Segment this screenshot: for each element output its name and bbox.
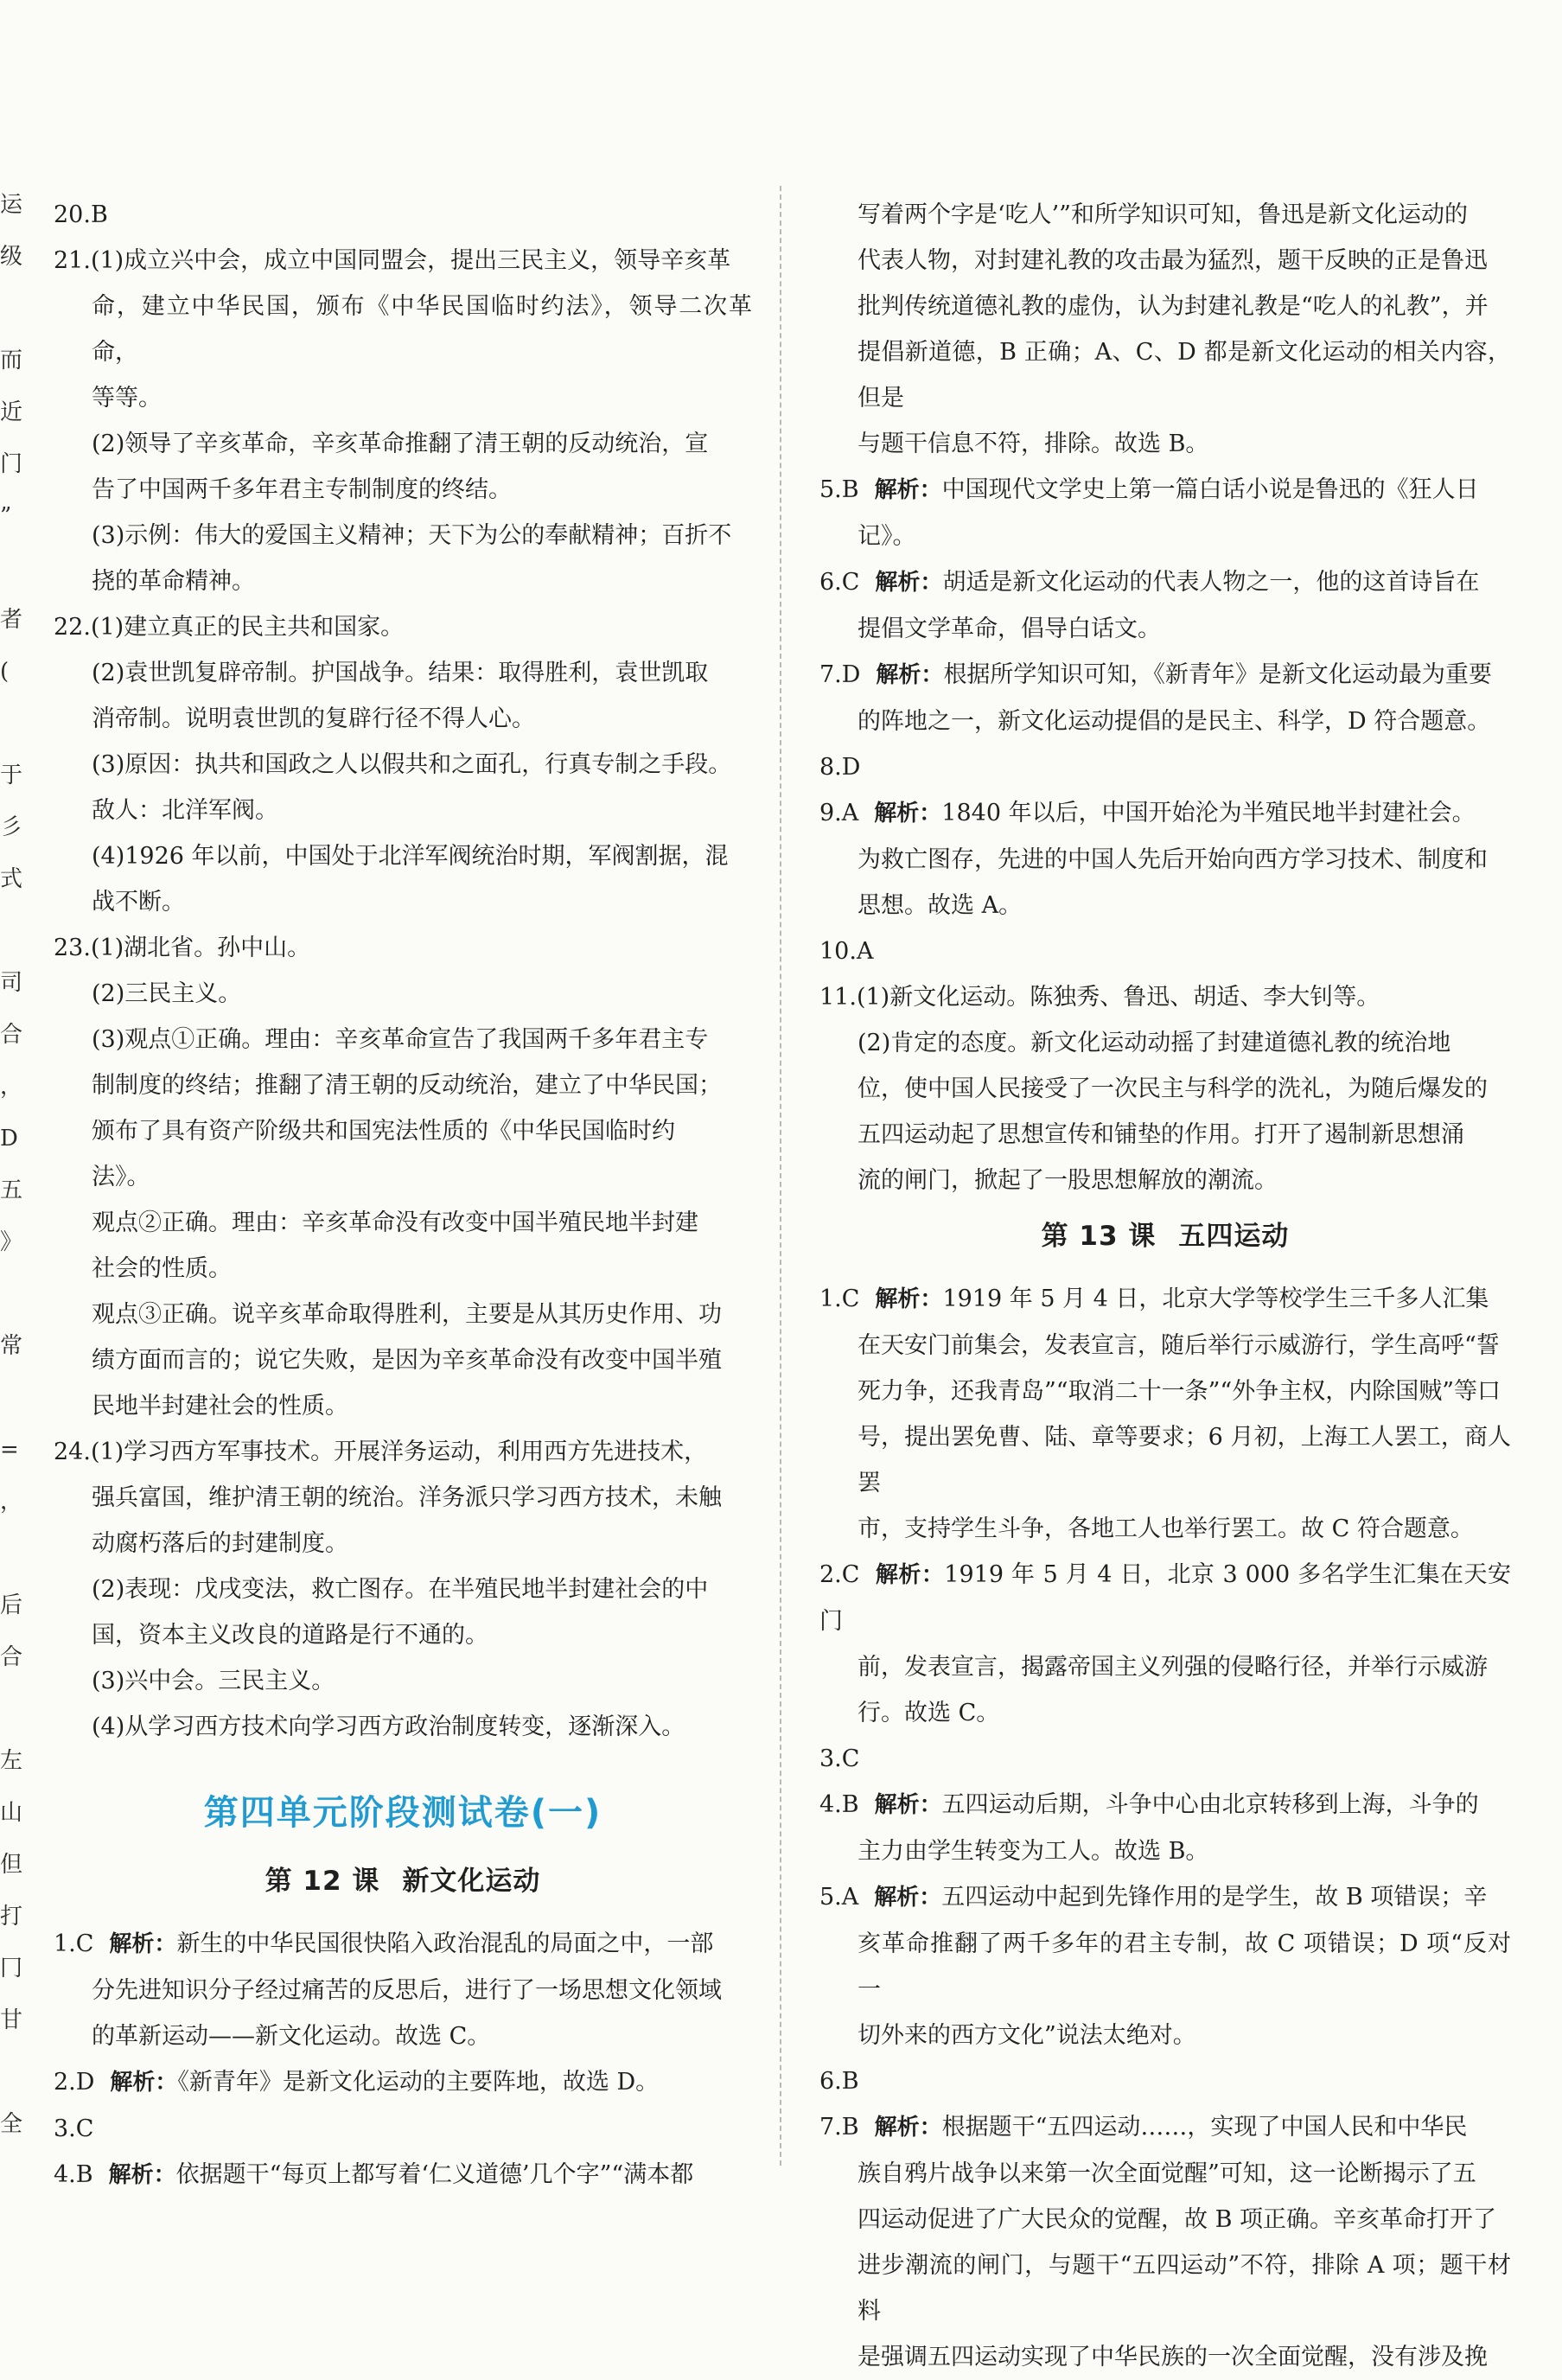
answer-line: 国，资本主义改良的道路是行不通的。 xyxy=(92,1622,488,1649)
lesson-12-name: 新文化运动 xyxy=(402,1866,541,1897)
answer-text: 五四运动中起到先锋作用的是学生，故 B 项错误；辛 xyxy=(941,1884,1488,1911)
answer-line xyxy=(819,837,1511,883)
answer-line: 24.(1)学习西方军事技术。开展洋务运动，利用西方先进技术， xyxy=(54,1439,708,1465)
answer-line xyxy=(819,514,1511,559)
analysis-tag: 解析： xyxy=(875,1286,943,1312)
answer-line: 动腐朽落后的封建制度。 xyxy=(92,1530,348,1557)
answer-text: 前，发表宣言，揭露帝国主义列强的侵略行径，并举行示威游 xyxy=(858,1654,1488,1681)
question-number: 2.D xyxy=(54,2069,95,2096)
answer-line: 22.(1)建立真正的民主共和国家。 xyxy=(54,614,405,641)
left-column xyxy=(54,192,752,2198)
answer-text: 提倡新道德，B 正确；A、C、D 都是新文化运动的相关内容，但是 xyxy=(858,339,1511,412)
answer-line: (4)1926 年以前，中国处于北洋军阀统治时期，军阀割据，混 xyxy=(92,843,729,870)
answer-line xyxy=(819,2243,1511,2334)
answer-line xyxy=(819,2151,1511,2197)
answer-item xyxy=(819,652,1511,744)
answer-line: 消帝制。说明袁世凯的复辟行径不得人心。 xyxy=(92,705,535,732)
answer-line: 战不断。 xyxy=(92,889,185,916)
answer-text: 1919 年 5 月 4 日，北京大学等校学生三千多人汇集 xyxy=(942,1286,1489,1312)
edge-char: 后 xyxy=(0,1592,23,1618)
answer-line xyxy=(54,2013,752,2059)
analysis-tag: 解析： xyxy=(874,2115,942,2141)
edge-char: 合 xyxy=(0,1644,23,1670)
edge-char: 者 xyxy=(0,607,23,633)
answer-line xyxy=(819,1066,1511,1112)
answer-text: 思想。故选 A。 xyxy=(858,892,1023,919)
question-number: 8.D xyxy=(819,754,861,781)
edge-char: 运 xyxy=(0,192,23,218)
answer-line: 敌人：北洋军阀。 xyxy=(92,797,278,824)
answer-item xyxy=(819,1782,1511,1874)
answer-line: 观点②正确。理由：辛亥革命没有改变中国半殖民地半封建 xyxy=(92,1209,698,1236)
answer-line: 20.B xyxy=(54,201,108,228)
answer-item xyxy=(54,1200,752,1292)
answer-text: 族自鸦片战争以来第一次全面觉醒”可知，这一论断揭示了五 xyxy=(858,2160,1476,2187)
answer-text: 胡适是新文化运动的代表人物之一，他的这首诗旨在 xyxy=(942,569,1480,596)
answer-text: 在天安门前集会，发表宣言，随后举行示威游行，学生高呼“誓 xyxy=(858,1332,1500,1359)
answer-text: 中国现代文学史上第一篇白话小说是鲁迅的《狂人日 xyxy=(941,476,1479,503)
question-number: 6.C xyxy=(819,569,860,596)
edge-char: 左 xyxy=(0,1748,23,1774)
answer-line xyxy=(54,1968,752,2013)
edge-char: 司 xyxy=(0,970,23,996)
right-answers xyxy=(819,192,1511,1203)
answer-line: 强兵富国，维护清王朝的统治。洋务派只学习西方技术，未触 xyxy=(92,1484,722,1511)
answer-text: 四运动促进了广大民众的觉醒，故 B 项正确。辛亥革命打开了 xyxy=(858,2206,1497,2233)
answer-item xyxy=(54,971,752,1017)
answer-line xyxy=(54,1921,752,1968)
answer-line: 21.(1)成立兴中会，成立中国同盟会，提出三民主义，领导辛亥革 xyxy=(54,247,731,274)
answer-line xyxy=(819,2013,1511,2058)
lesson-13-name: 五四运动 xyxy=(1178,1221,1290,1252)
answer-line: 等等。 xyxy=(92,385,162,412)
answer-text: 主力由学生转变为工人。故选 B。 xyxy=(858,1838,1209,1865)
answer-item xyxy=(54,2106,752,2152)
analysis-tag: 解析： xyxy=(875,570,943,596)
edge-char: ， xyxy=(0,1074,23,1100)
analysis-tag: 解析： xyxy=(110,2070,178,2096)
answer-line: 23.(1)湖北省。孙中山。 xyxy=(54,935,311,961)
left-answers xyxy=(54,192,752,1750)
answer-text: 五四运动后期，斗争中心由北京转移到上海，斗争的 xyxy=(941,1791,1479,1818)
answer-line xyxy=(819,1644,1511,1690)
analysis-tag: 解析： xyxy=(876,662,944,688)
answer-item xyxy=(54,421,752,513)
answer-line: (2)袁世凯复辟帝制。护国战争。结果：取得胜利，袁世凯取 xyxy=(92,660,709,686)
lesson-12-title xyxy=(54,1860,752,1902)
edge-char: 门 xyxy=(0,451,23,477)
answer-item xyxy=(819,1020,1511,1203)
analysis-tag: 解析： xyxy=(874,477,942,503)
answer-line: (2)三民主义。 xyxy=(92,980,242,1007)
answer-item xyxy=(54,833,752,925)
answer-line xyxy=(819,1369,1511,1414)
answer-line xyxy=(819,1276,1511,1323)
answer-line xyxy=(819,284,1511,329)
answer-item xyxy=(819,1736,1511,1782)
answer-line xyxy=(819,1158,1511,1203)
analysis-tag: 解析： xyxy=(874,1792,942,1818)
edge-char: 打 xyxy=(0,1904,23,1930)
answer-line xyxy=(819,2197,1511,2243)
answer-item xyxy=(819,1276,1511,1552)
edge-char: 于 xyxy=(0,762,23,788)
answer-text: 的革新运动——新文化运动。故选 C。 xyxy=(92,2023,491,2050)
column-divider xyxy=(780,186,781,2166)
answer-text: 《新青年》是新文化运动的主要阵地，故选 D。 xyxy=(177,2069,660,2096)
answer-text: 代表人物，对封建礼教的攻击最为猛烈，题干反映的正是鲁迅 xyxy=(858,247,1488,274)
answer-line: 挠的革命精神。 xyxy=(92,568,255,595)
answer-line xyxy=(819,1690,1511,1736)
answer-item xyxy=(819,744,1511,790)
answer-item xyxy=(54,604,752,650)
answer-line xyxy=(54,2059,752,2106)
question-number: 1.C xyxy=(54,1930,94,1957)
edge-char: 》 xyxy=(0,1229,23,1255)
edge-char: 式 xyxy=(0,866,23,892)
answer-line xyxy=(819,790,1511,837)
answer-line xyxy=(819,1414,1511,1506)
answer-item xyxy=(54,1017,752,1200)
answer-item xyxy=(54,2059,752,2106)
answer-line xyxy=(819,928,1511,974)
answer-line: 民地半封建社会的性质。 xyxy=(92,1393,348,1420)
answer-line: 制制度的终结；推翻了清王朝的反动统治，建立了中华民国； xyxy=(92,1072,722,1099)
edge-char: 级 xyxy=(0,244,23,270)
answer-item xyxy=(54,1658,752,1704)
answer-text: (1)新文化运动。陈独秀、鲁迅、胡适、李大钊等。 xyxy=(856,984,1380,1011)
answer-line xyxy=(819,699,1511,744)
edge-char: 冂 xyxy=(0,1956,23,1981)
question-number: 4.B xyxy=(54,2161,93,2188)
answer-line xyxy=(819,883,1511,928)
answer-item xyxy=(819,790,1511,928)
answer-line xyxy=(819,1323,1511,1369)
answer-text: 写着两个字是‘吃人’”和所学知识可知，鲁迅是新文化运动的 xyxy=(858,201,1468,228)
answer-item xyxy=(819,2104,1511,2380)
edge-char: 而 xyxy=(0,348,23,373)
answer-line xyxy=(819,1020,1511,1066)
lesson-13-label: 第 13 课 xyxy=(1041,1221,1157,1252)
answer-text: 行。故选 C。 xyxy=(858,1700,1000,1726)
answer-line: 法》。 xyxy=(92,1164,150,1190)
question-number: 10.A xyxy=(819,938,874,965)
lesson-13-answers xyxy=(819,1276,1511,2380)
answer-item xyxy=(54,1704,752,1750)
edge-char: 彡 xyxy=(0,814,23,840)
answer-text: 进步潮流的闸门，与题干“五四运动”不符，排除 A 项；题干材料 xyxy=(858,2252,1511,2325)
answer-line xyxy=(54,2152,752,2198)
edge-char: 近 xyxy=(0,399,23,425)
answer-line: (4)从学习西方技术向学习西方政治制度转变，逐渐深入。 xyxy=(92,1713,685,1740)
edge-char: 常 xyxy=(0,1333,23,1359)
answer-text: 根据所学知识可知，《新青年》是新文化运动最为重要 xyxy=(943,661,1492,688)
answer-line: (3)观点①正确。理由：辛亥革命宣告了我国两千多年君主专 xyxy=(92,1026,709,1053)
right-column xyxy=(819,192,1511,2380)
answer-text: 号，提出罢免曹、陆、章等要求；6 月初，上海工人罢工，商人罢 xyxy=(858,1424,1511,1496)
answer-text: 为救亡图存，先进的中国人先后开始向西方学习技术、制度和 xyxy=(858,846,1488,873)
answer-line xyxy=(819,652,1511,699)
answer-item xyxy=(54,1429,752,1566)
answer-item xyxy=(54,1292,752,1429)
answer-line xyxy=(819,421,1511,467)
answer-line xyxy=(819,329,1511,421)
left-edge-cut-text xyxy=(0,192,23,2163)
question-number: 1.C xyxy=(819,1286,860,1312)
answer-line: 绩方面而言的；说它失败，是因为辛亥革命没有改变中国半殖 xyxy=(92,1347,722,1374)
question-number: 7.D xyxy=(819,661,861,688)
question-number: 6.B xyxy=(819,2068,859,2095)
answer-line xyxy=(819,744,1511,790)
answer-item xyxy=(54,192,752,238)
answer-item xyxy=(54,513,752,604)
answer-line: (3)兴中会。三民主义。 xyxy=(92,1668,335,1694)
answer-item xyxy=(819,559,1511,652)
edge-char: 五 xyxy=(0,1177,23,1203)
answer-line xyxy=(819,559,1511,606)
question-number: 5.A xyxy=(819,1884,859,1911)
answer-line xyxy=(819,192,1511,238)
answer-line xyxy=(819,1112,1511,1158)
answer-line xyxy=(819,2104,1511,2151)
answer-item xyxy=(54,238,752,421)
answer-item xyxy=(819,2058,1511,2104)
answer-item xyxy=(54,650,752,742)
answer-text: 的阵地之一，新文化运动提倡的是民主、科学，D 符合题意。 xyxy=(858,708,1491,735)
answer-text: 市，支持学生斗争，各地工人也举行罢工。故 C 符合题意。 xyxy=(858,1515,1474,1542)
answer-text: 五四运动起了思想宣传和铺垫的作用。打开了遏制新思想涌 xyxy=(858,1121,1464,1148)
answer-line: (2)表现：戊戌变法，救亡图存。在半殖民地半封建社会的中 xyxy=(92,1576,709,1603)
analysis-tag: 解析： xyxy=(874,1885,942,1911)
question-number: 3.C xyxy=(819,1745,860,1772)
answer-text: 记》。 xyxy=(858,523,916,550)
answer-text: 1840 年以后，中国开始沦为半殖民地半封建社会。 xyxy=(941,800,1476,826)
analysis-tag: 解析： xyxy=(875,1562,945,1588)
answer-line: 观点③正确。说辛亥革命取得胜利，主要是从其历史作用、功 xyxy=(92,1301,722,1328)
answer-item xyxy=(819,467,1511,559)
answer-line: 告了中国两千多年君主专制制度的终结。 xyxy=(92,476,512,503)
edge-char: 合 xyxy=(0,1022,23,1048)
answer-line xyxy=(819,238,1511,284)
answer-item xyxy=(54,925,752,971)
answer-item xyxy=(54,1566,752,1658)
answer-line xyxy=(819,2058,1511,2104)
edge-char: = xyxy=(0,1437,19,1463)
edge-char: 山 xyxy=(0,1800,23,1826)
answer-line xyxy=(819,1552,1511,1644)
analysis-tag: 解析： xyxy=(874,801,942,826)
answer-text: 与题干信息不符，排除。故选 B。 xyxy=(858,431,1209,457)
answer-line xyxy=(819,2334,1511,2380)
answer-item xyxy=(819,1874,1511,2058)
answer-text: 提倡文学革命，倡导白话文。 xyxy=(858,616,1161,642)
answer-line xyxy=(819,1874,1511,1921)
lesson-13-title xyxy=(819,1216,1511,1257)
answer-item xyxy=(819,928,1511,974)
answer-text: 切外来的西方文化”说法太绝对。 xyxy=(858,2022,1196,2049)
answer-line xyxy=(819,1736,1511,1782)
lesson-12-label: 第 12 课 xyxy=(265,1866,380,1897)
answer-line: (3)示例：伟大的爱国主义精神；天下为公的奉献精神；百折不 xyxy=(92,522,732,549)
answer-text: 流的闸门，掀起了一股思想解放的潮流。 xyxy=(858,1167,1278,1194)
question-number: 5.B xyxy=(819,476,859,503)
answer-line xyxy=(819,1506,1511,1552)
answer-line: 命，建立中华民国，颁布《中华民国临时约法》，领导二次革命， xyxy=(92,293,752,366)
answer-line xyxy=(819,467,1511,514)
question-number: 7.B xyxy=(819,2114,859,2141)
question-number: 11. xyxy=(819,984,857,1011)
analysis-tag: 解析： xyxy=(108,2162,176,2188)
edge-char: 甘 xyxy=(0,2007,23,2033)
answer-text: 是强调五四运动实现了中华民族的一次全面觉醒，没有涉及挽 xyxy=(858,2344,1488,2370)
answer-item xyxy=(819,192,1511,467)
answer-line xyxy=(819,974,1511,1020)
edge-char: ” xyxy=(0,503,12,529)
answer-item xyxy=(819,974,1511,1020)
answer-line xyxy=(819,1828,1511,1874)
answer-text: (2)肯定的态度。新文化运动动摇了封建道德礼教的统治地 xyxy=(858,1030,1451,1056)
answer-line xyxy=(819,1921,1511,2013)
answer-line: 颁布了具有资产阶级共和国宪法性质的《中华民国临时约 xyxy=(92,1118,675,1145)
answer-item xyxy=(54,742,752,833)
answer-item xyxy=(54,1921,752,2059)
analysis-tag: 解析： xyxy=(109,1931,177,1957)
question-number: 9.A xyxy=(819,800,859,826)
edge-char: 全 xyxy=(0,2111,23,2137)
answer-text: 1919 年 5 月 4 日，北京 3 000 多名学生汇集在天安门 xyxy=(819,1561,1511,1635)
question-number: 2.C xyxy=(819,1561,860,1588)
answer-text: 新生的中华民国很快陷入政治混乱的局面之中，一部 xyxy=(176,1930,714,1957)
edge-char: D xyxy=(0,1126,18,1152)
answer-line: 社会的性质。 xyxy=(92,1255,232,1282)
answer-text: 批判传统道德礼教的虚伪，认为封建礼教是“吃人的礼教”，并 xyxy=(858,293,1489,320)
answer-line xyxy=(819,606,1511,652)
edge-char: ( xyxy=(0,659,10,685)
edge-char: 但 xyxy=(0,1852,23,1878)
lesson-12-answers xyxy=(54,1921,752,2198)
answer-line: (2)领导了辛亥革命，辛亥革命推翻了清王朝的反动统治，宣 xyxy=(92,431,709,457)
answer-text: 亥革命推翻了两千多年的君主专制，故 C 项错误；D 项“反对一 xyxy=(858,1930,1511,2003)
answer-item xyxy=(819,1552,1511,1736)
unit-title: 第四单元阶段测试卷(一) xyxy=(203,1793,602,1833)
answer-text: 根据题干“五四运动……，实现了中国人民和中华民 xyxy=(941,2114,1468,2141)
answer-item xyxy=(54,2152,752,2198)
answer-line: (3)原因：执共和国政之人以假共和之面孔，行真专制之手段。 xyxy=(92,751,732,778)
answer-line xyxy=(819,1782,1511,1828)
answer-text: 分先进知识分子经过痛苦的反思后，进行了一场思想文化领域 xyxy=(92,1977,722,2004)
question-number: 3.C xyxy=(54,2115,94,2142)
answer-line xyxy=(54,2106,752,2152)
edge-char: ， xyxy=(0,1489,23,1515)
question-number: 4.B xyxy=(819,1791,859,1818)
answer-text: 死力争，还我青岛”“取消二十一条”“外争主权，内除国贼”等口 xyxy=(858,1378,1501,1405)
answer-text: 位，使中国人民接受了一次民主与科学的洗礼，为随后爆发的 xyxy=(858,1075,1488,1102)
answer-text: 依据题干“每页上都写着‘仁义道德’几个字”“满本都 xyxy=(175,2161,694,2188)
